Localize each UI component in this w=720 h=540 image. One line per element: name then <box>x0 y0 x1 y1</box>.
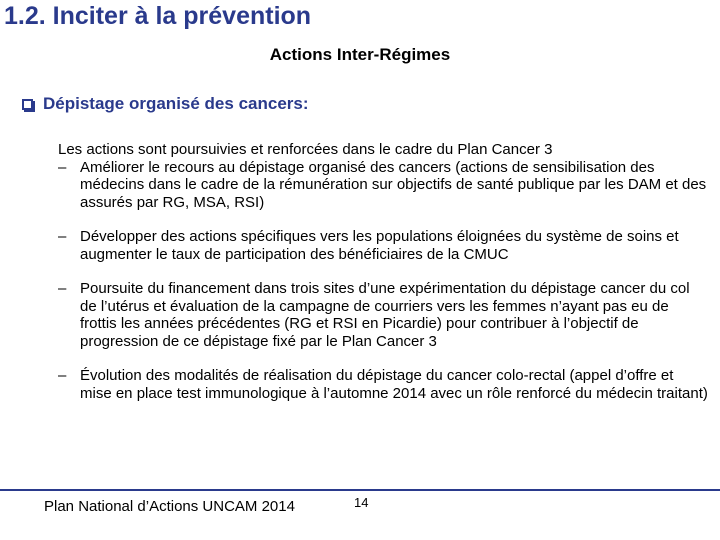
dash-bullet: – <box>58 158 67 176</box>
list-item <box>58 367 708 402</box>
checkbox-bullet-icon <box>22 99 33 110</box>
list-item-text: Développer des actions spécifiques vers les populations éloignées du système de soins et augmenter le taux de participation des bénéficiaires de la CMUC <box>80 228 679 263</box>
section-heading <box>22 93 309 115</box>
list-item-text: Poursuite du financement dans trois sites d’une expérimentation du dépistage cancer du col de l’utérus et évaluation de la campagne de courriers vers les femmes n’ayant pas eu de frottis les années précédentes (RG et RSI en Picardie) pour contribuer à l’objectif de progression de ce dépistage fixé par le Plan Cancer 3 <box>80 280 690 350</box>
section-heading-text: Dépistage organisé des cancers: <box>43 94 309 113</box>
footer-divider <box>0 489 720 491</box>
dash-bullet: – <box>58 280 67 297</box>
subtitle-text: Actions Inter-Régimes <box>269 45 451 64</box>
page-title: 1.2. Inciter à la prévention <box>4 2 312 30</box>
intro-text: Les actions sont poursuivies et renforcées dans le cadre du Plan Cancer 3 <box>58 141 553 158</box>
list-item <box>58 159 708 212</box>
body-content <box>58 141 708 402</box>
dash-bullet: – <box>58 367 67 384</box>
list-item <box>58 228 708 263</box>
list-item-text: Évolution des modalités de réalisation du dépistage du cancer colo-rectal (appel d’offre et mise en place test immunologique à l’automne 2014 avec un rôle renforcé du médecin traitant) <box>80 367 708 402</box>
list-item-text: Améliorer le recours au dépistage organisé des cancers (actions de sensibilisation des médecins dans le cadre de la rémunération sur objectifs de santé publique par les DAM et des assurés par RG, MSA, RSI) <box>80 158 707 211</box>
dash-bullet: – <box>58 228 67 245</box>
footer-text: Plan National d’Actions UNCAM 2014 <box>44 498 295 515</box>
page-number: 14 <box>354 495 369 510</box>
subtitle <box>0 44 720 66</box>
action-list <box>58 159 708 403</box>
list-item <box>58 280 708 350</box>
